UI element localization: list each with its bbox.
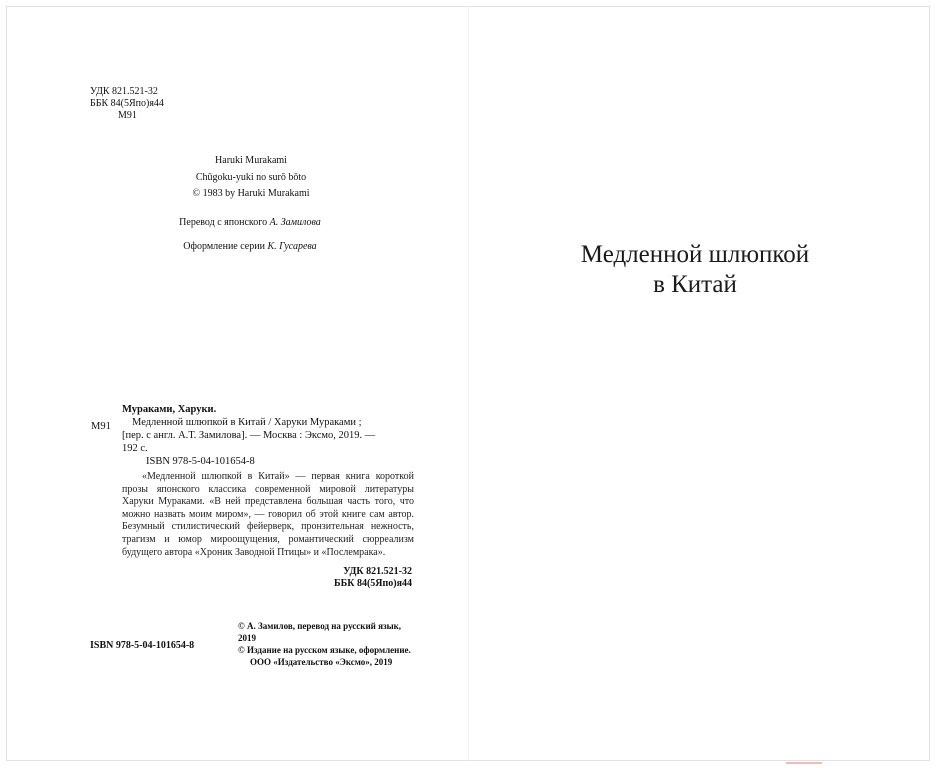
- catalog-heading: Мураками, Харуки.: [122, 404, 217, 415]
- catalog-annotation: «Медленной шлюпкой в Китай» — первая книга короткой прозы японского классика современной мировой литературы Харуки Мураками. «В ней представлена большая часть того, что можно назвать моим миром», — говорил об этой книге сам автор. Безумный стилистический фейерверк, пронзительная нежность, трагизм и юмор мироощущения, романтический сюрреализм будущего автора «Хроник Заводной Птицы» и «Послемрака».: [122, 471, 414, 558]
- catalog-pages-line: 192 с.: [122, 443, 148, 454]
- catalog-author-mark: М91: [91, 421, 111, 432]
- bbk-code: ББК 84(5Япо)я44: [90, 98, 164, 109]
- translation-credit: [150, 211, 350, 235]
- original-edition-block: [176, 153, 326, 203]
- catalog-index-block: [300, 566, 412, 590]
- catalog-isbn: ISBN 978-5-04-101654-8: [146, 456, 255, 467]
- designer-name: К. Гусарева: [267, 241, 317, 252]
- catalog-udk: УДК 821.521-32: [343, 566, 412, 577]
- book-title: [560, 240, 830, 300]
- catalog-publication-line: [пер. с англ. А.Т. Замилова]. — Москва : Эксмо, 2019. —: [122, 430, 376, 441]
- credits-block: [150, 211, 350, 259]
- author-mark: М91: [118, 110, 137, 121]
- book-title-line1: Медленной шлюпкой: [580, 241, 810, 268]
- publisher-copyright: ООО «Издательство «Эксмо», 2019: [250, 657, 393, 667]
- original-copyright: © 1983 by Haruki Murakami: [192, 188, 310, 199]
- footer-isbn: ISBN 978-5-04-101654-8: [90, 640, 195, 651]
- original-title: Chūgoku-yuki no surō bōto: [195, 171, 307, 183]
- translator-name: А. Замилова: [269, 217, 321, 228]
- translation-copyright: © А. Замилов, перевод на русский язык, 2019: [238, 621, 402, 643]
- catalog-bbk: ББК 84(5Япо)я44: [333, 578, 412, 589]
- edition-copyright: © Издание на русском языке, оформление.: [238, 645, 411, 655]
- book-title-line2: в Китай: [653, 271, 737, 298]
- copyright-block: [238, 620, 418, 668]
- design-prefix: Оформление серии: [183, 241, 265, 252]
- catalog-title-line: Медленной шлюпкой в Китай / Харуки Мураками ;: [132, 417, 362, 428]
- translation-prefix: Перевод с японского: [179, 217, 268, 228]
- original-author: Haruki Murakami: [215, 155, 287, 166]
- classification-block: [90, 86, 210, 122]
- page-gutter: [468, 6, 469, 761]
- udk-code: УДК 821.521-32: [90, 86, 158, 97]
- page-edge-mark: [786, 762, 822, 764]
- design-credit: [150, 235, 350, 259]
